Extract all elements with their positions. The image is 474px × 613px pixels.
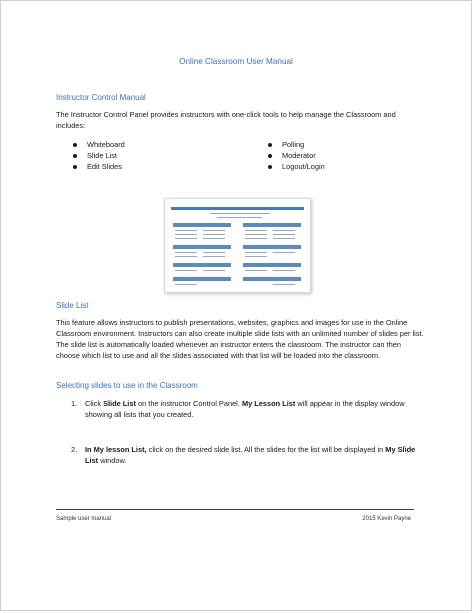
step-number: 2.: [71, 445, 78, 454]
step-text: In My lesson List, click on the desired slide list. All the slides for the list will be displayed in My Slide List window.: [85, 445, 416, 465]
bullet-item: Whiteboard: [73, 139, 268, 150]
section-heading-instructor: Instructor Control Manual: [56, 93, 146, 102]
bullet-item: Logout/Login: [268, 161, 413, 172]
step-item-2: [71, 444, 421, 466]
bullet-item: Polling: [268, 139, 413, 150]
footer-left-text: Sample user manual: [56, 516, 112, 522]
bullet-icon: [73, 143, 77, 147]
feature-bullet-list: [73, 139, 413, 172]
step-item-1: [71, 398, 421, 420]
bullet-icon: [268, 154, 272, 158]
document-title: Online Classroom User Manual: [179, 57, 293, 66]
slide-list-body: This feature allows instructors to publish presentations, websites, graphics and images for use in the Online Classroom environment. Instructors can also create multiple slide lists with an unlimited number of slides per list. The slide list is automatically loaded whenever an instructor enters the classroom. The instructor can then choose which list to use and all the slides associated with that list will be loaded into the classroom.: [56, 318, 424, 360]
bullet-icon: [73, 154, 77, 158]
step-text: Click Slide List on the instructor Control Panel. My Lesson List will appear in the display window showing all lists that you created.: [85, 399, 405, 419]
bullet-icon: [73, 165, 77, 169]
bullet-icon: [268, 143, 272, 147]
bullet-item: Edit Slides: [73, 161, 268, 172]
section-heading-slide-list: Slide List: [56, 301, 89, 310]
bullet-icon: [268, 165, 272, 169]
step-number: 1.: [71, 399, 78, 408]
footer-divider: [56, 509, 414, 510]
footer-right-text: 2015 Kevin Payne: [362, 516, 411, 522]
bullet-item: Moderator: [268, 150, 413, 161]
section-heading-selecting: Selecting slides to use in the Classroom: [56, 381, 198, 390]
control-panel-screenshot: [164, 198, 311, 293]
instructor-intro: The Instructor Control Panel provides instructors with one-click tools to help manage the Classroom and includes:: [56, 110, 396, 130]
bullet-item: Slide List: [73, 150, 268, 161]
